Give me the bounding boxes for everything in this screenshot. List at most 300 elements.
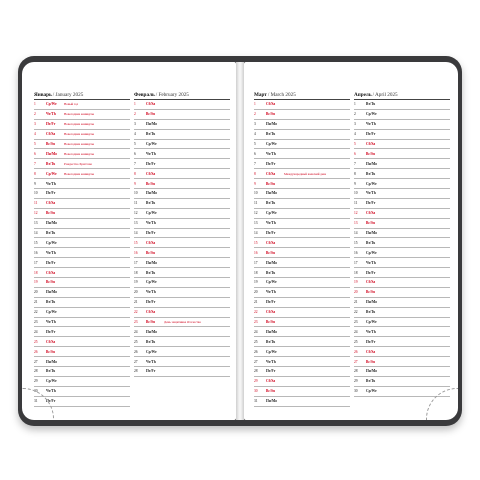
day-row: [254, 327, 350, 337]
weekday-label: Чт/Th: [266, 151, 276, 156]
day-number: 9: [134, 181, 136, 186]
day-number: 1: [254, 102, 256, 107]
day-row: [34, 219, 130, 229]
day-row: [34, 347, 130, 357]
day-number: 20: [254, 290, 258, 295]
weekday-label: Пн/Mo: [146, 260, 158, 265]
weekday-label: Сб/Sa: [46, 270, 56, 275]
day-row: [254, 140, 350, 150]
day-row: [134, 357, 230, 367]
day-number: 14: [34, 231, 38, 236]
day-row: [34, 337, 130, 347]
day-number: 21: [354, 300, 358, 305]
weekday-label: Вс/Su: [146, 320, 155, 325]
weekday-label: Пт/Fr: [366, 132, 376, 137]
weekday-label: Пн/Mo: [266, 329, 278, 334]
day-row: [354, 199, 450, 209]
day-number: 14: [354, 231, 358, 236]
day-number: 12: [134, 211, 138, 216]
day-row: [354, 248, 450, 258]
day-number: 13: [354, 221, 358, 226]
weekday-label: Ср/We: [266, 142, 277, 146]
day-number: 4: [254, 132, 256, 137]
month-header: [134, 84, 230, 100]
day-number: 20: [134, 290, 138, 295]
day-number: 4: [354, 132, 356, 137]
day-row: [254, 159, 350, 169]
day-row: [34, 159, 130, 169]
day-row: [134, 308, 230, 318]
weekday-label: Пт/Fr: [46, 191, 56, 196]
weekday-label: Пн/Mo: [146, 122, 158, 127]
weekday-label: Пн/Mo: [366, 300, 378, 305]
day-number: 10: [134, 191, 138, 196]
day-row: [354, 268, 450, 278]
weekday-label: Вс/Su: [146, 181, 155, 186]
weekday-label: Вс/Su: [266, 250, 275, 255]
weekday-label: Чт/Th: [146, 290, 156, 295]
weekday-label: Сб/Sa: [266, 240, 276, 245]
day-row: [34, 308, 130, 318]
holiday-note: Рождество Христово: [64, 161, 93, 166]
weekday-label: Вт/Tu: [266, 201, 276, 206]
day-number: 25: [354, 339, 358, 344]
day-row: [34, 120, 130, 130]
weekday-label: Вт/Tu: [366, 240, 376, 245]
day-number: 18: [254, 270, 258, 275]
weekday-label: Пн/Mo: [366, 369, 378, 374]
day-row: [354, 229, 450, 239]
day-row: [254, 367, 350, 377]
weekday-label: Сб/Sa: [46, 339, 56, 344]
day-number: 20: [354, 290, 358, 295]
day-number: 18: [354, 270, 358, 275]
day-row: [34, 278, 130, 288]
day-row: [134, 229, 230, 239]
day-number: 17: [34, 260, 38, 265]
weekday-label: Вт/Tu: [366, 171, 376, 176]
weekday-label: Ср/We: [46, 102, 57, 107]
weekday-label: Вт/Tu: [46, 161, 56, 166]
day-row: [34, 100, 130, 110]
day-row: [254, 308, 350, 318]
weekday-label: Пт/Fr: [46, 329, 56, 334]
day-number: 22: [134, 310, 138, 315]
weekday-label: Вс/Su: [266, 389, 275, 394]
weekday-label: Вс/Su: [46, 211, 55, 216]
day-number: 11: [134, 201, 138, 206]
day-number: 8: [34, 171, 36, 176]
weekday-label: Вс/Su: [266, 181, 275, 186]
day-row: [134, 110, 230, 120]
weekday-label: Ср/We: [146, 211, 157, 216]
day-number: 7: [354, 161, 356, 166]
weekday-label: Ср/We: [266, 349, 277, 354]
day-number: 11: [354, 201, 358, 206]
day-row: [34, 377, 130, 387]
left-page: [22, 62, 236, 420]
weekday-label: Сб/Sa: [266, 379, 276, 384]
day-number: 13: [254, 221, 258, 226]
month-title-en: / February 2025: [155, 92, 189, 98]
day-number: 1: [134, 102, 136, 107]
holiday-note: Новогодние каникулы: [64, 151, 94, 156]
day-number: 4: [34, 132, 36, 137]
day-number: 8: [354, 171, 356, 176]
day-row: [134, 140, 230, 150]
weekday-label: Вт/Tu: [46, 369, 56, 374]
day-number: 3: [34, 122, 36, 127]
weekday-label: Пт/Fr: [146, 369, 156, 374]
day-row: [34, 199, 130, 209]
day-row: [254, 149, 350, 159]
day-row: [354, 347, 450, 357]
weekday-label: Пн/Mo: [366, 161, 378, 166]
weekday-label: Сб/Sa: [46, 132, 56, 137]
day-number: 18: [134, 270, 138, 275]
day-row: [254, 377, 350, 387]
weekday-label: Чт/Th: [366, 260, 376, 265]
day-row: [34, 298, 130, 308]
day-row: [34, 209, 130, 219]
month-title-en: / April 2025: [372, 92, 398, 98]
day-number: 28: [34, 369, 38, 374]
weekday-label: Чт/Th: [46, 320, 56, 325]
day-number: 30: [354, 389, 358, 394]
weekday-label: Чт/Th: [46, 112, 56, 117]
day-row: [34, 130, 130, 140]
weekday-label: Сб/Sa: [146, 310, 156, 315]
day-row: [34, 248, 130, 258]
day-row: [34, 327, 130, 337]
weekday-label: Ср/We: [46, 379, 57, 384]
weekday-label: Вт/Tu: [266, 270, 276, 275]
day-row: [254, 229, 350, 239]
day-number: 27: [34, 359, 38, 364]
weekday-label: Вт/Tu: [146, 270, 156, 275]
weekday-label: Чт/Th: [266, 290, 276, 295]
holiday-note: Новый год: [64, 102, 79, 107]
month-header: [254, 84, 350, 100]
day-number: 15: [254, 240, 258, 245]
day-number: 10: [34, 191, 38, 196]
day-row: [134, 199, 230, 209]
day-number: 8: [134, 171, 136, 176]
day-number: 17: [254, 260, 258, 265]
day-number: 27: [254, 359, 258, 364]
day-number: 28: [254, 369, 258, 374]
weekday-label: Ср/We: [46, 240, 57, 245]
day-row: [34, 357, 130, 367]
day-number: 31: [254, 399, 258, 404]
day-number: 24: [254, 329, 258, 334]
weekday-label: Вс/Su: [46, 280, 55, 285]
weekday-label: Чт/Th: [266, 221, 276, 226]
weekday-label: Ср/We: [46, 310, 57, 315]
day-row: [134, 130, 230, 140]
day-row: [34, 179, 130, 189]
day-row: [254, 318, 350, 328]
day-row: [354, 327, 450, 337]
day-number: 10: [354, 191, 358, 196]
day-number: 6: [134, 151, 136, 156]
weekday-label: Пт/Fr: [366, 201, 376, 206]
holiday-note: Международный женский день: [284, 171, 327, 176]
day-row: [34, 149, 130, 159]
day-row: [134, 149, 230, 159]
day-number: 22: [354, 310, 358, 315]
weekday-label: Сб/Sa: [146, 102, 156, 107]
day-row: [254, 288, 350, 298]
weekday-label: Сб/Sa: [146, 171, 156, 176]
holiday-note: Новогодние каникулы: [64, 112, 94, 117]
day-number: 16: [134, 250, 138, 255]
day-row: [354, 189, 450, 199]
day-number: 8: [254, 171, 256, 176]
weekday-label: Вт/Tu: [366, 310, 376, 315]
day-row: [354, 238, 450, 248]
day-number: 25: [254, 339, 258, 344]
day-row: [134, 189, 230, 199]
day-number: 21: [254, 300, 258, 305]
day-number: 24: [34, 329, 38, 334]
weekday-label: Пн/Mo: [146, 191, 158, 196]
holiday-note: Новогодние каникулы: [64, 171, 94, 176]
day-row: [354, 337, 450, 347]
day-number: 30: [254, 389, 258, 394]
day-row: [354, 149, 450, 159]
day-number: 22: [254, 310, 258, 315]
weekday-label: Ср/We: [46, 171, 57, 176]
day-number: 15: [34, 240, 38, 245]
weekday-label: Пт/Fr: [266, 300, 276, 305]
day-row: [254, 110, 350, 120]
day-row: [34, 387, 130, 397]
weekday-label: Вт/Tu: [266, 132, 276, 137]
day-number: 24: [354, 329, 358, 334]
day-number: 20: [34, 290, 38, 295]
weekday-label: Вт/Tu: [366, 379, 376, 384]
day-number: 3: [134, 122, 136, 127]
holiday-note: День защитника Отечества: [164, 320, 201, 325]
day-number: 12: [34, 211, 38, 216]
day-number: 21: [134, 300, 138, 305]
day-number: 30: [34, 389, 38, 394]
day-row: [34, 238, 130, 248]
month-title-en: / January 2025: [52, 92, 84, 98]
day-number: 31: [34, 399, 38, 404]
day-row: [254, 387, 350, 397]
weekday-label: Чт/Th: [366, 122, 376, 127]
weekday-label: Чт/Th: [46, 250, 56, 255]
day-number: 21: [34, 300, 38, 305]
day-row: [354, 120, 450, 130]
day-number: 26: [134, 349, 138, 354]
weekday-label: Пт/Fr: [146, 161, 156, 166]
day-number: 28: [134, 369, 138, 374]
day-number: 2: [254, 112, 256, 117]
day-row: [354, 159, 450, 169]
day-number: 29: [354, 379, 358, 384]
weekday-label: Вт/Tu: [46, 231, 56, 236]
day-number: 5: [354, 142, 356, 146]
day-row: [254, 219, 350, 229]
day-number: 2: [134, 112, 136, 117]
day-row: [254, 397, 350, 407]
day-row: [254, 347, 350, 357]
weekday-label: Ср/We: [266, 211, 277, 216]
day-row: [254, 179, 350, 189]
weekday-label: Сб/Sa: [266, 102, 276, 107]
day-row: [254, 248, 350, 258]
day-number: 3: [254, 122, 256, 127]
day-row: [354, 179, 450, 189]
day-number: 17: [134, 260, 138, 265]
day-row: [134, 288, 230, 298]
weekday-label: Вт/Tu: [146, 201, 156, 206]
day-row: [254, 169, 350, 179]
weekday-label: Чт/Th: [266, 359, 276, 364]
day-number: 25: [34, 339, 38, 344]
day-row: [134, 298, 230, 308]
day-number: 27: [134, 359, 138, 364]
weekday-label: Чт/Th: [146, 151, 156, 156]
weekday-label: Пн/Mo: [266, 191, 278, 196]
day-number: 22: [34, 310, 38, 315]
weekday-label: Ср/We: [146, 280, 157, 285]
month-title-ru: Январь: [34, 92, 52, 98]
day-row: [134, 258, 230, 268]
weekday-label: Чт/Th: [146, 221, 156, 226]
weekday-label: Ср/We: [366, 389, 377, 394]
day-row: [254, 100, 350, 110]
day-number: 9: [254, 181, 256, 186]
day-number: 2: [354, 112, 356, 117]
month-block-march: [254, 84, 350, 407]
day-row: [354, 298, 450, 308]
month-block-february: [134, 84, 230, 377]
day-number: 12: [354, 211, 358, 216]
weekday-label: Сб/Sa: [366, 349, 376, 354]
weekday-label: Вс/Su: [146, 250, 155, 255]
weekday-label: Чт/Th: [46, 181, 56, 186]
weekday-label: Сб/Sa: [366, 280, 376, 285]
day-number: 5: [254, 142, 256, 146]
weekday-label: Сб/Sa: [146, 240, 156, 245]
day-row: [134, 219, 230, 229]
day-row: [354, 278, 450, 288]
day-number: 19: [34, 280, 38, 285]
day-row: [354, 209, 450, 219]
weekday-label: Пн/Mo: [366, 231, 378, 236]
day-row: [34, 367, 130, 377]
weekday-label: Пн/Mo: [146, 329, 158, 334]
day-number: 17: [354, 260, 358, 265]
day-number: 28: [354, 369, 358, 374]
day-number: 2: [34, 112, 36, 117]
day-row: [34, 189, 130, 199]
weekday-label: Чт/Th: [366, 191, 376, 196]
weekday-label: Пн/Mo: [46, 221, 58, 226]
weekday-label: Ср/We: [366, 320, 377, 325]
day-row: [34, 258, 130, 268]
day-row: [354, 100, 450, 110]
weekday-label: Чт/Th: [366, 329, 376, 334]
weekday-label: Вс/Su: [366, 151, 375, 156]
day-number: 15: [354, 240, 358, 245]
day-row: [34, 229, 130, 239]
day-number: 11: [254, 201, 258, 206]
weekday-label: Вс/Su: [366, 290, 375, 295]
day-row: [134, 318, 230, 328]
day-row: [254, 268, 350, 278]
month-title-en: / March 2025: [267, 92, 296, 98]
weekday-label: Сб/Sa: [366, 142, 376, 146]
weekday-label: Вс/Su: [146, 112, 155, 117]
day-number: 13: [134, 221, 138, 226]
day-row: [34, 288, 130, 298]
weekday-label: Вс/Su: [266, 320, 275, 325]
day-row: [134, 248, 230, 258]
weekday-label: Ср/We: [146, 349, 157, 354]
day-row: [354, 258, 450, 268]
day-row: [134, 278, 230, 288]
day-number: 13: [34, 221, 38, 226]
day-number: 14: [254, 231, 258, 236]
weekday-label: Ср/We: [366, 112, 377, 117]
day-row: [134, 159, 230, 169]
month-title-ru: Февраль: [134, 92, 155, 98]
day-row: [134, 120, 230, 130]
right-page: [244, 62, 458, 420]
day-row: [354, 110, 450, 120]
weekday-label: Вс/Su: [46, 142, 55, 146]
weekday-label: Пт/Fr: [366, 339, 376, 344]
day-number: 23: [34, 320, 38, 325]
month-block-april: [354, 84, 450, 397]
weekday-label: Вт/Tu: [146, 339, 156, 344]
day-row: [254, 357, 350, 367]
weekday-label: Сб/Sa: [266, 310, 276, 315]
holiday-note: Новогодние каникулы: [64, 132, 94, 137]
day-row: [134, 238, 230, 248]
day-row: [34, 110, 130, 120]
month-header: [354, 84, 450, 100]
day-number: 6: [354, 151, 356, 156]
weekday-label: Пт/Fr: [146, 300, 156, 305]
month-title-ru: Март: [254, 92, 267, 98]
day-row: [254, 238, 350, 248]
day-number: 5: [34, 142, 36, 146]
weekday-label: Ср/We: [366, 181, 377, 186]
day-row: [354, 288, 450, 298]
day-row: [354, 169, 450, 179]
day-number: 5: [134, 142, 136, 146]
day-row: [254, 120, 350, 130]
day-number: 3: [354, 122, 356, 127]
day-number: 24: [134, 329, 138, 334]
day-row: [254, 337, 350, 347]
weekday-label: Пт/Fr: [146, 231, 156, 236]
day-number: 4: [134, 132, 136, 137]
day-row: [254, 278, 350, 288]
day-number: 27: [354, 359, 358, 364]
day-number: 6: [254, 151, 256, 156]
day-number: 7: [254, 161, 256, 166]
weekday-label: Пт/Fr: [366, 270, 376, 275]
day-row: [254, 209, 350, 219]
day-number: 26: [34, 349, 38, 354]
